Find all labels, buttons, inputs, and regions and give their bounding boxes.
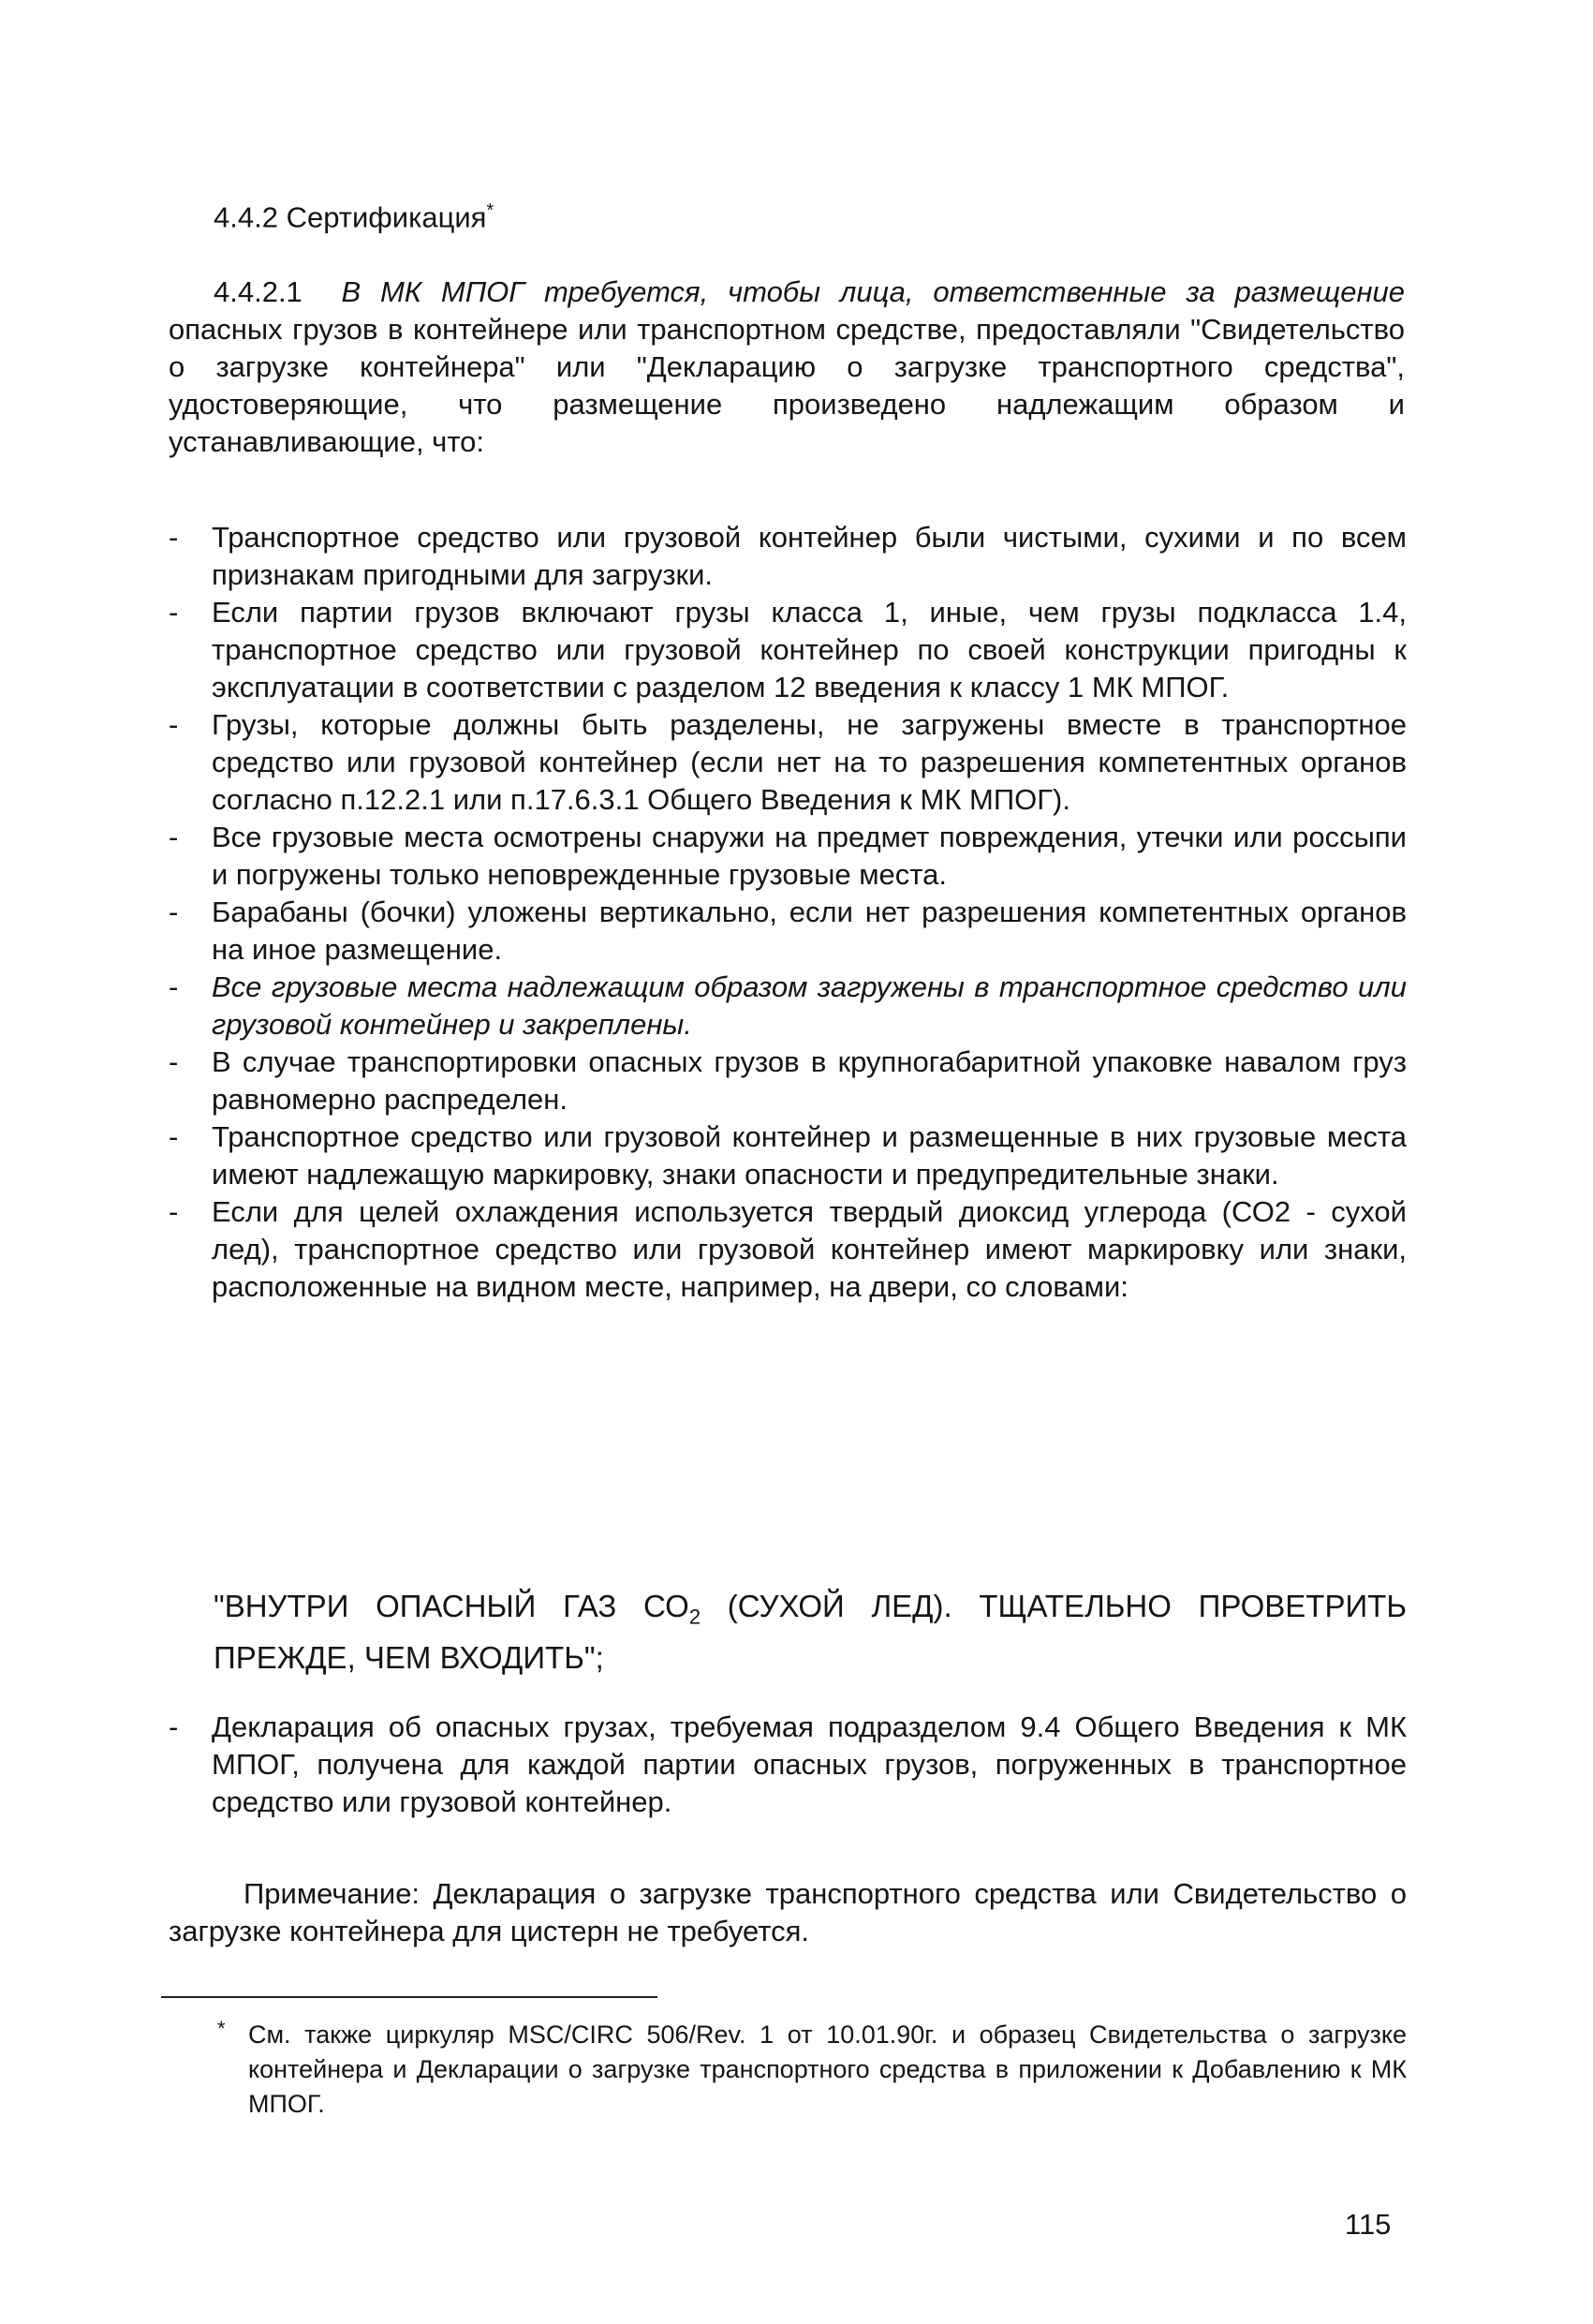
list-item (169, 1044, 1407, 1118)
list-dash: - (169, 596, 179, 629)
footnote-text: См. также циркуляр MSC/CIRC 506/Rev. 1 от 10.01.90г. и образец Свидетельства о загрузке контейнера и Декларации о загрузке транспортного средства в приложении к Добавлению к МК МПОГ. (248, 2021, 1407, 2118)
list-item (169, 819, 1407, 894)
list-item (169, 594, 1407, 706)
footnote-reference: * (486, 200, 494, 221)
section-number: 4.4.2 (214, 200, 278, 234)
intro-text: опасных грузов в контейнере или транспортном средстве, предоставляли "Свидетельство о загрузке контейнера" или "Декларацию о загрузке транспортного средства", удостоверяющие, что размещение произведено надлежащим образом и устанавливающие, что: (169, 313, 1405, 458)
list-item-text: Декларация об опасных грузах, требуемая подразделом 9.4 Общего Введения к МК МПОГ, получена для каждой партии опасных грузов, погруженных в транспортное средство или грузовой контейнер. (212, 1710, 1407, 1818)
section-title: Сертификация (286, 200, 487, 234)
list-dash: - (169, 821, 179, 853)
sign-text-start: "ВНУТРИ ОПАСНЫЙ ГАЗ СО (214, 1589, 689, 1623)
page-number: 115 (1345, 2208, 1392, 2241)
intro-italic-text: В МК МПОГ требуется, чтобы лица, ответственные за размещение (341, 275, 1405, 308)
sign-text-end: (СУХОЙ ЛЕД). ТЩАТЕЛЬНО ПРОВЕТРИТЬ ПРЕЖДЕ, ЧЕМ ВХОДИТЬ"; (214, 1589, 1407, 1675)
list-item-text: Если для целей охлаждения используется твердый диоксид углерода (СО2 - сухой лед), транспортное средство или грузовой контейнер имеют маркировку или знаки, расположенные на видном месте, например, на двери, со словами: (212, 1195, 1407, 1303)
list-dash: - (169, 1045, 179, 1078)
list-item (169, 519, 1407, 594)
footnote-mark: * (217, 2017, 226, 2040)
intro-paragraph (169, 274, 1405, 461)
sign-subscript: 2 (688, 1605, 701, 1629)
list-item (169, 894, 1407, 969)
list-dash: - (169, 970, 179, 1003)
list-dash: - (169, 521, 179, 554)
list-item (169, 969, 1407, 1044)
list-item (169, 1709, 1407, 1821)
list-item-text: Грузы, которые должны быть разделены, не загружены вместе в транспортное средство или грузовой контейнер (если нет на то разрешения компетентных органов согласно п.12.2.1 или п.17.6.3.1 Общего Введения к МК МПОГ). (212, 708, 1407, 816)
footnote-divider (161, 1996, 657, 1998)
list-item (169, 1193, 1407, 1306)
list-item-text: Если партии грузов включают грузы класса 1, иные, чем грузы подкласса 1.4, транспортное средство или грузовой контейнер по своей конструкции пригодны к эксплуатации в соответствии с разделом 12 введения к классу 1 МК МПОГ. (212, 596, 1407, 703)
warning-sign-text (214, 1586, 1407, 1678)
list-item-text: Все грузовые места осмотрены снаружи на предмет повреждения, утечки или россыпи и погружены только неповрежденные грузовые места. (212, 821, 1407, 891)
intro-number: 4.4.2.1 (214, 275, 302, 308)
list-dash: - (169, 1710, 179, 1743)
list-dash: - (169, 708, 179, 741)
list-item-text: В случае транспортировки опасных грузов в крупногабаритной упаковке навалом груз равномерно распределен. (212, 1045, 1407, 1116)
requirements-list-continued (169, 1709, 1407, 1821)
list-item (169, 1118, 1407, 1193)
section-heading (214, 192, 494, 236)
list-item-text: Транспортное средство или грузовой контейнер и размещенные в них грузовые места имеют надлежащую маркировку, знаки опасности и предупредительные знаки. (212, 1120, 1407, 1191)
note-paragraph: Примечание: Декларация о загрузке транспортного средства или Свидетельство о загрузке контейнера для цистерн не требуется. (169, 1877, 1407, 1947)
list-item-text: Барабаны (бочки) уложены вертикально, если нет разрешения компетентных органов на иное размещение. (212, 896, 1407, 966)
list-dash: - (169, 1195, 179, 1228)
list-item (169, 706, 1407, 819)
list-dash: - (169, 1120, 179, 1153)
list-item-text: Транспортное средство или грузовой контейнер были чистыми, сухими и по всем признакам пригодными для загрузки. (212, 521, 1407, 591)
list-dash: - (169, 896, 179, 928)
list-item-text: Все грузовые места надлежащим образом загружены в транспортное средство или грузовой контейнер и закреплены. (212, 970, 1407, 1041)
requirements-list (169, 519, 1407, 1306)
